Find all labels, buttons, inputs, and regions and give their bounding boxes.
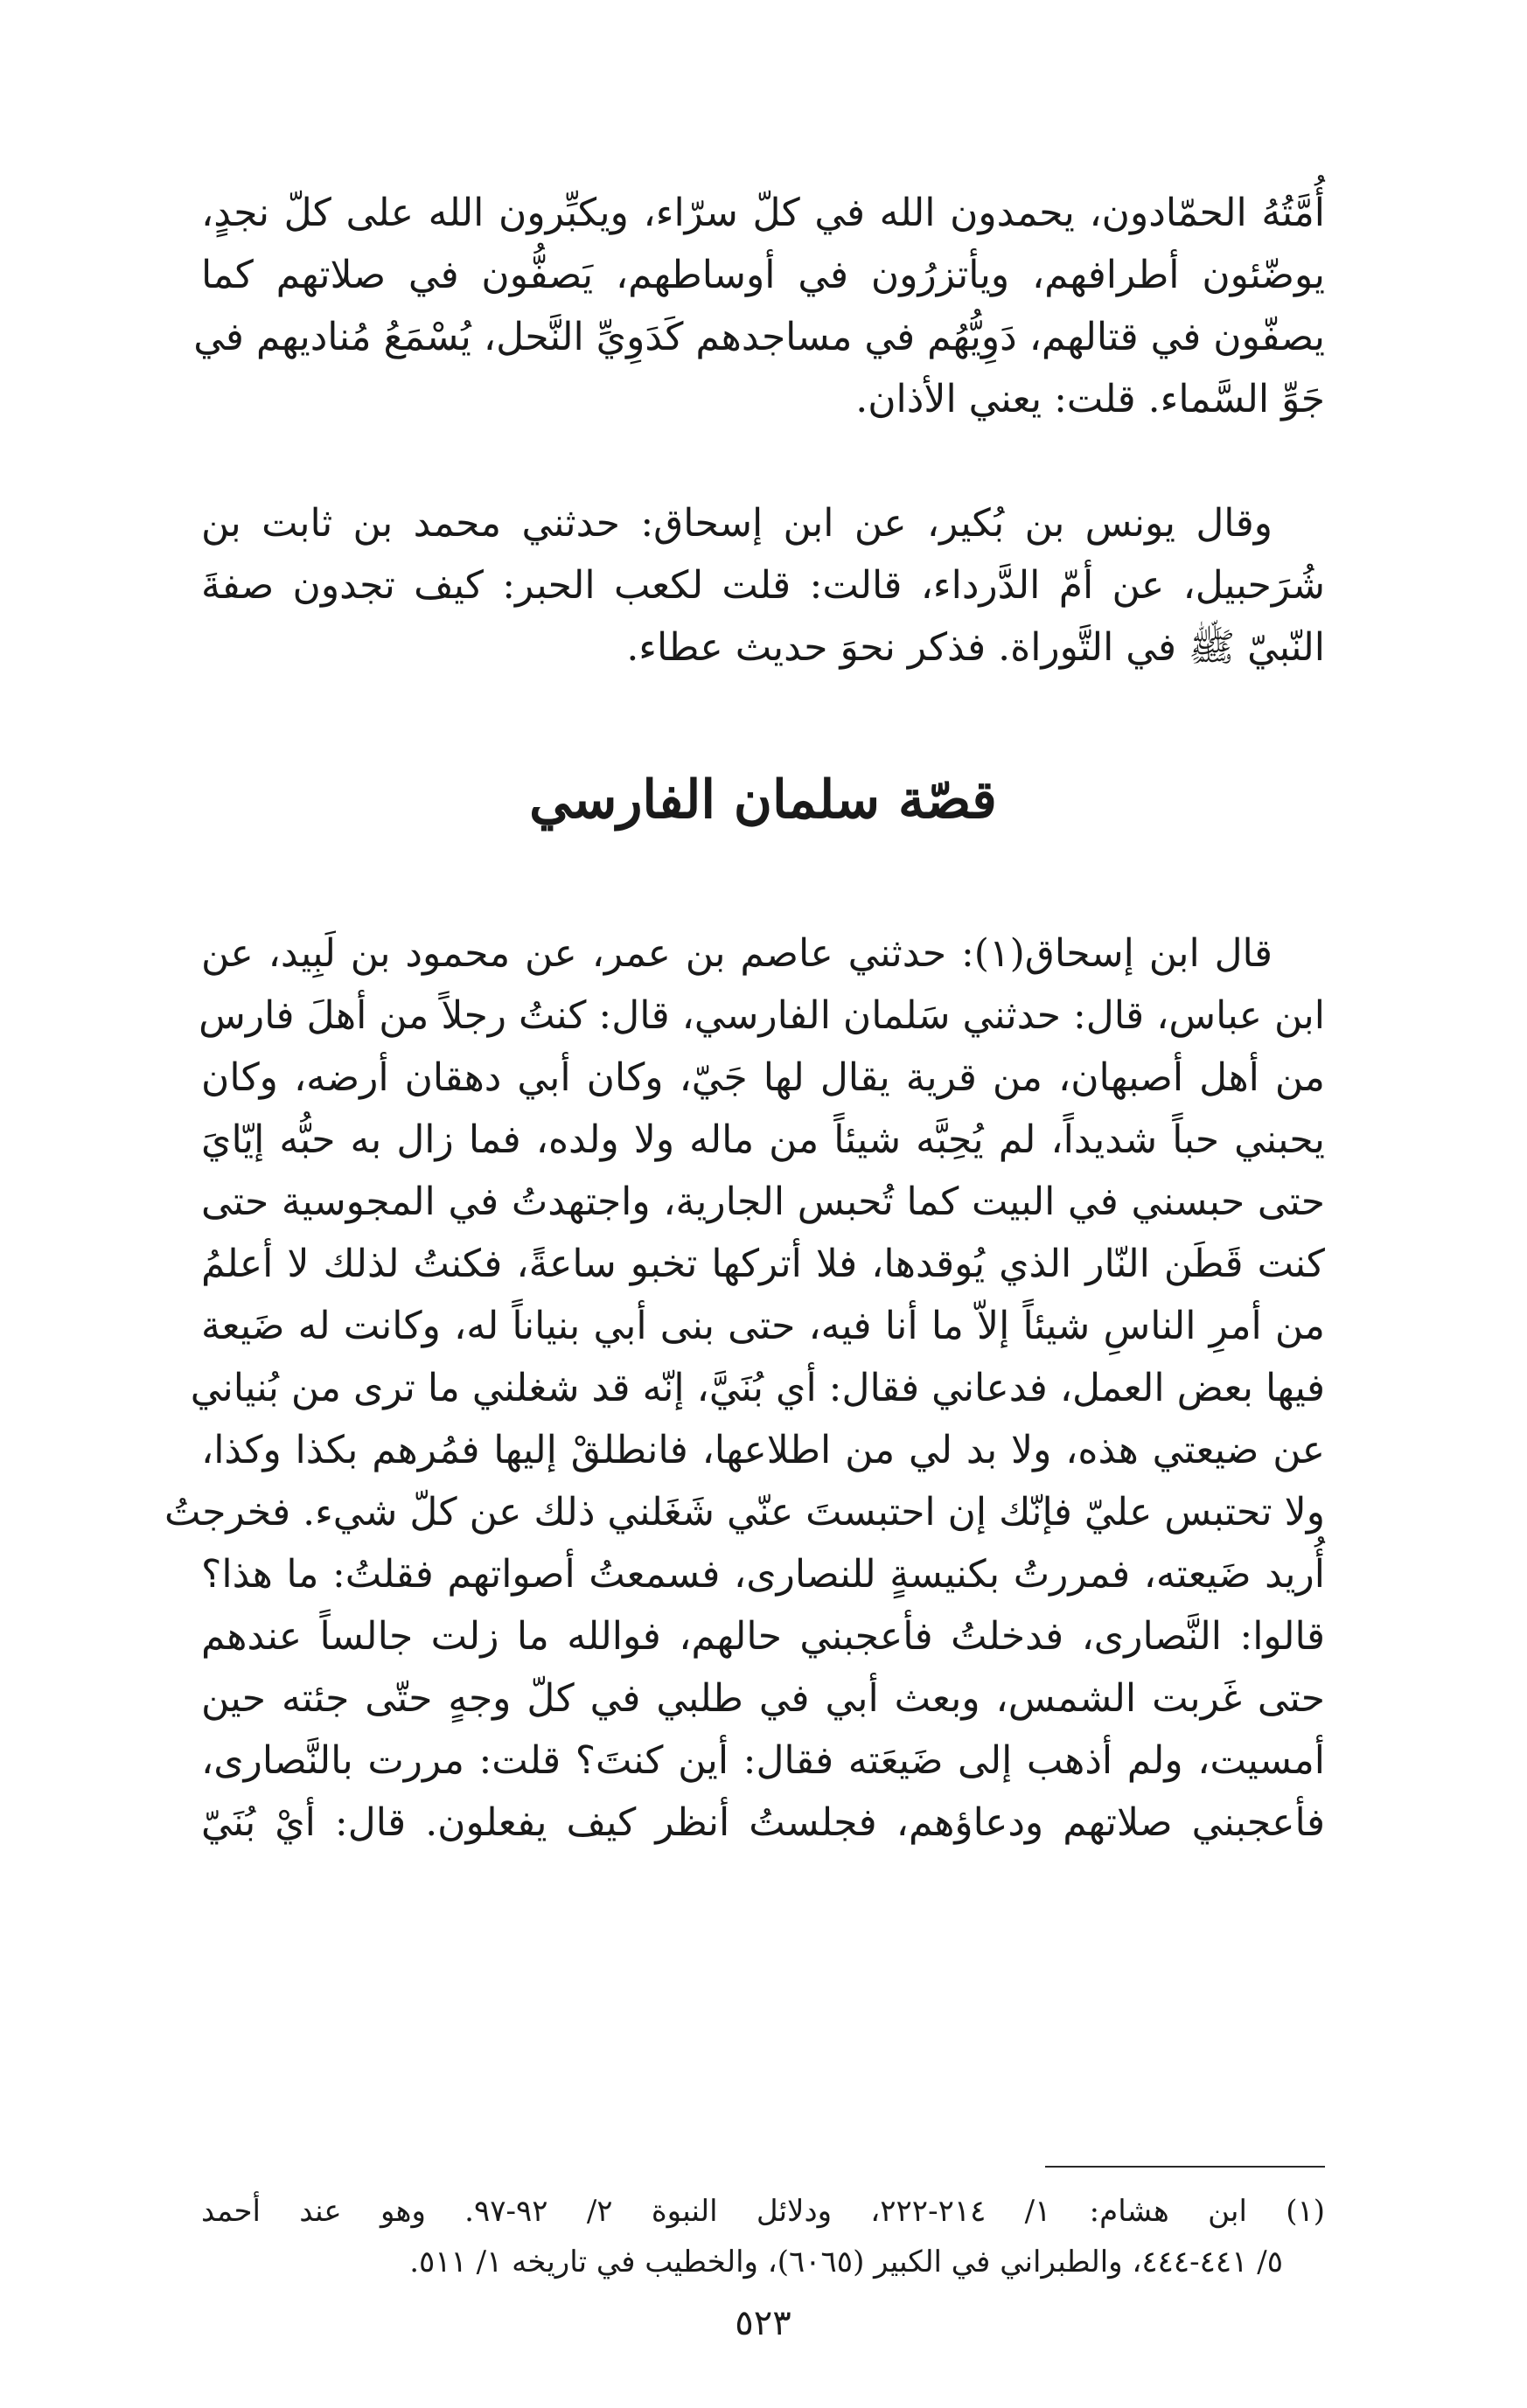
- page-number: ٥٢٣: [735, 2303, 791, 2343]
- paragraph-2: [201, 492, 1325, 679]
- footnote-line: ٥/ ٤٤١-٤٤٤، والطبراني في الكبير (٦٠٦٥)، والخطيب في تاريخه ١/ ٥١١.: [409, 2244, 1283, 2279]
- footnote-line: (١) ابن هشام: ١/ ٢١٤-٢٢٢، ودلائل النبوة ٢/ ٩٢-٩٧. وهو عند أحمد: [201, 2194, 1325, 2229]
- text-line: حتى غَربت الشمس، وبعث أبي في طلبي في كلّ وجهٍ حتّى جئته حين: [201, 1676, 1325, 1721]
- section-heading: قصّة سلمان الفارسي: [529, 769, 997, 831]
- paragraph-2-text: [201, 492, 1325, 679]
- text-line: أمسيت، ولم أذهب إلى ضَيعَته فقال: أين كنتَ؟ قلت: مررت بالنَّصارى،: [201, 1738, 1325, 1783]
- text-line: يحبني حباً شديداً، لم يُحِبَّه شيئاً من ماله ولا ولده، فما زال به حبُّه إيّايَ: [201, 1117, 1325, 1162]
- paragraph-1: [193, 182, 1325, 430]
- paragraph-3-text: [164, 922, 1325, 1854]
- text-line: كنت قَطَن النّار الذي يُوقدها، فلا أتركها تخبو ساعةً، فكنتُ لذلك لا أعلمُ: [201, 1242, 1325, 1286]
- paragraph-1-text: [193, 182, 1325, 430]
- text-line: جَوِّ السَّماء. قلت: يعني الأذان.: [855, 377, 1325, 421]
- text-line: قالوا: النَّصارى، فدخلتُ فأعجبني حالهم، فوالله ما زلت جالساً عندهم: [201, 1614, 1325, 1659]
- text-line: أُمَّتُهُ الحمّادون، يحمدون الله في كلّ سرّاء، ويكبِّرون الله على كلّ نجدٍ،: [201, 191, 1325, 235]
- text-line: شُرَحبيل، عن أمّ الدَّرداء، قالت: قلت لكعب الحبر: كيف تجدون صفةَ: [201, 563, 1325, 608]
- text-line: أُريد ضَيعته، فمررتُ بكنيسةٍ للنصارى، فسمعتُ أصواتهم فقلتُ: ما هذا؟: [201, 1552, 1325, 1597]
- text-line: يوضّئون أطرافهم، ويأتزرُون في أوساطهم، يَصفُّون في صلاتهم كما: [201, 253, 1325, 297]
- text-line: ولا تحتبس عليّ فإنّك إن احتبستَ عنّي شَغَلني ذلك عن كلّ شيء. فخرجتُ: [164, 1490, 1325, 1535]
- paragraph-3: [164, 922, 1325, 1854]
- text-line: من أهل أصبهان، من قرية يقال لها جَيّ، وكان أبي دهقان أرضه، وكان: [201, 1055, 1325, 1100]
- footnotes: [201, 2186, 1325, 2287]
- text-line: ابن عباس، قال: حدثني سَلمان الفارسي، قال: كنتُ رجلاً من أهلَ فارس: [199, 993, 1325, 1038]
- text-line: من أمرِ الناسِ شيئاً إلاّ ما أنا فيه، حتى بنى أبي بنياناً له، وكانت له ضَيعة: [201, 1304, 1325, 1348]
- text-line: فيها بعض العمل، فدعاني فقال: أي بُنَيَّ، إنّه قد شغلني ما ترى من بُنياني: [190, 1366, 1325, 1410]
- footnote-divider: [1045, 2166, 1325, 2168]
- text-line: عن ضيعتي هذه، ولا بد لي من اطلاعها، فانطلقْ إليها فمُرهم بكذا وكذا،: [201, 1428, 1325, 1472]
- text-line: النّبيّ ﷺ في التَّوراة. فذكر نحوَ حديث عطاء.: [626, 625, 1325, 670]
- text-line: قال ابن إسحاق(١): حدثني عاصم بن عمر، عن محمود بن لَبِيد، عن: [201, 931, 1272, 976]
- text-line: يصفّون في قتالهم، دَوِيُّهُم في مساجدهم كَدَوِيِّ النَّحل، يُسْمَعُ مُناديهم في: [193, 315, 1325, 359]
- text-line: فأعجبني صلاتهم ودعاؤهم، فجلستُ أنظر كيف يفعلون. قال: أيْ بُنَيّ: [201, 1800, 1325, 1845]
- text-line: وقال يونس بن بُكير، عن ابن إسحاق: حدثني محمد بن ثابت بن: [201, 501, 1272, 546]
- text-line: حتى حبسني في البيت كما تُحبس الجارية، واجتهدتُ في المجوسية حتى: [201, 1180, 1325, 1224]
